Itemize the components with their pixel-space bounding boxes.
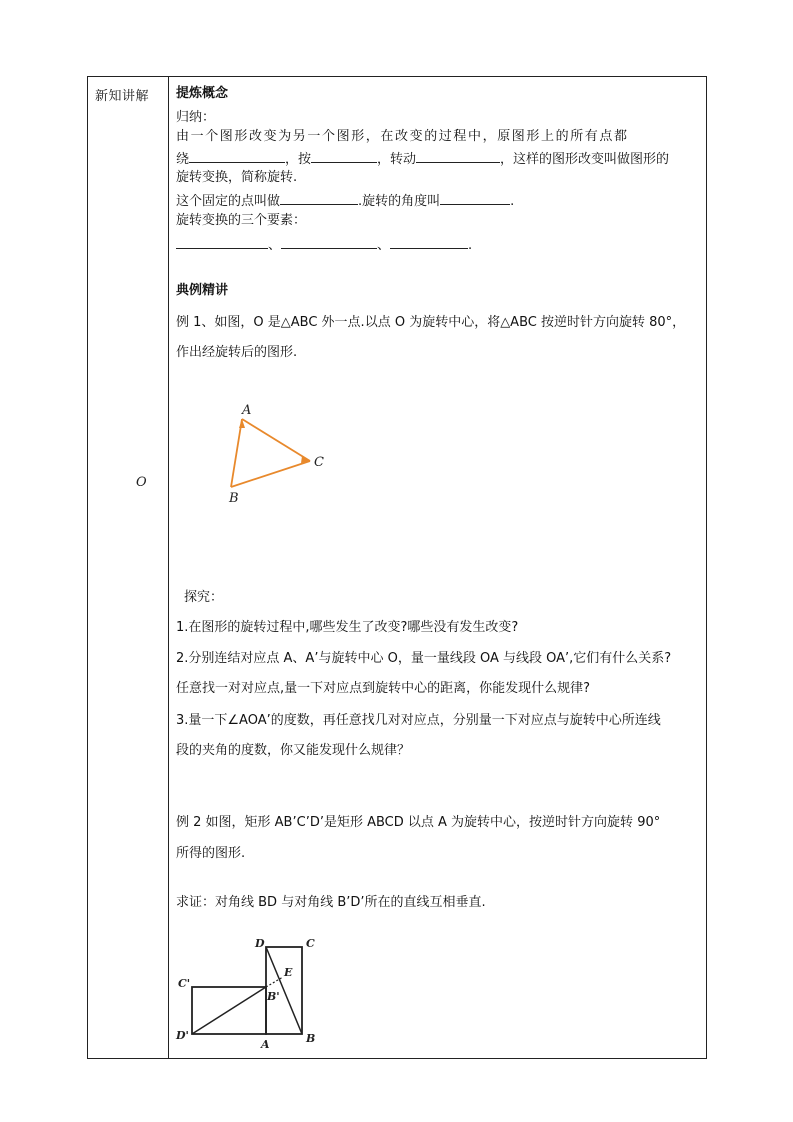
question-3-line-1: 3.量一下∠AOA’的度数，再任意找几对对应点，分别量一下对应点与旋转中心所连线 <box>176 713 661 728</box>
text-segment: ，按 <box>285 152 312 167</box>
text-segment: 绕 <box>176 152 190 167</box>
label-c-prime: C' <box>178 977 191 990</box>
column-divider <box>168 77 169 1058</box>
blank-8 <box>390 235 468 249</box>
content-cell <box>136 77 704 1058</box>
blank-6 <box>176 235 268 249</box>
examples-heading: 典例精讲 <box>176 283 229 298</box>
text-segment: . <box>510 194 515 209</box>
concept-heading: 提炼概念 <box>176 86 229 101</box>
concept-line-2 <box>176 149 669 169</box>
example-2-line-2: 所得的图形. <box>176 846 246 861</box>
concept-line-6 <box>176 235 472 255</box>
question-1: 1.在图形的旋转过程中,哪些发生了改变?哪些没有发生改变? <box>176 620 519 635</box>
example-2-line-1: 例 2 如图，矩形 AB’C’D’是矩形 ABCD 以点 A 为旋转中心，按逆时针方向旋转 90° <box>176 815 661 830</box>
text-segment: .旋转的角度叫 <box>358 194 441 209</box>
label-a: A <box>261 1038 270 1051</box>
lesson-table <box>87 76 707 1059</box>
blank-1 <box>189 149 285 163</box>
figure-1-triangle <box>136 377 476 517</box>
text-segment: . <box>468 238 473 253</box>
blank-5 <box>440 191 510 205</box>
figure-2-rectangles <box>176 932 376 1052</box>
label-b-prime: B' <box>267 990 280 1003</box>
label-a: A <box>242 403 252 418</box>
text-segment: 、 <box>268 238 282 253</box>
text-segment: ，这样的图形改变叫做图形的 <box>500 152 670 167</box>
concept-line-3: 旋转变换，简称旋转. <box>176 170 298 185</box>
diagonal-b-prime-d-prime <box>192 987 266 1034</box>
explore-label: 探究： <box>184 590 224 605</box>
blank-2 <box>311 149 377 163</box>
label-c: C <box>306 937 315 950</box>
label-d: D <box>255 937 265 950</box>
segment-ac <box>242 419 310 461</box>
text-segment: 、 <box>377 238 391 253</box>
concept-line-4 <box>176 191 514 211</box>
label-b: B <box>229 491 239 506</box>
blank-7 <box>281 235 377 249</box>
question-2-line-2: 任意找一对对应点,量一下对应点到旋转中心的距离，你能发现什么规律? <box>176 681 591 696</box>
label-b: B <box>306 1032 316 1045</box>
label-o: O <box>136 475 147 490</box>
label-c: C <box>314 455 324 470</box>
section-label: 新知讲解 <box>95 89 150 104</box>
label-d-prime: D' <box>176 1029 189 1042</box>
text-segment: 这个固定的点叫做 <box>176 194 281 209</box>
summary-label: 归纳： <box>176 110 216 125</box>
label-e: E <box>284 966 293 979</box>
concept-line-5: 旋转变换的三个要素： <box>176 213 307 228</box>
segment-cb <box>231 461 310 487</box>
blank-4 <box>280 191 358 205</box>
concept-line-1: 由一个图形改变为另一个图形，在改变的过程中，原图形上的所有点都 <box>176 129 629 144</box>
example-1-line-2: 作出经旋转后的图形. <box>176 345 298 360</box>
prove-statement: 求证：对角线 BD 与对角线 B’D’所在的直线互相垂直. <box>176 895 486 910</box>
text-segment: ，转动 <box>377 152 417 167</box>
blank-3 <box>416 149 500 163</box>
question-3-line-2: 段的夹角的度数，你又能发现什么规律？ <box>176 743 411 758</box>
question-2-line-1: 2.分别连结对应点 A、A’与旋转中心 O，量一量线段 OA 与线段 OA’,它们有什么关系? <box>176 651 672 666</box>
segment-ba <box>231 419 242 487</box>
example-1-line-1: 例 1、如图，O 是△ABC 外一点.以点 O 为旋转中心，将△ABC 按逆时针方向旋转 80°， <box>176 315 686 330</box>
